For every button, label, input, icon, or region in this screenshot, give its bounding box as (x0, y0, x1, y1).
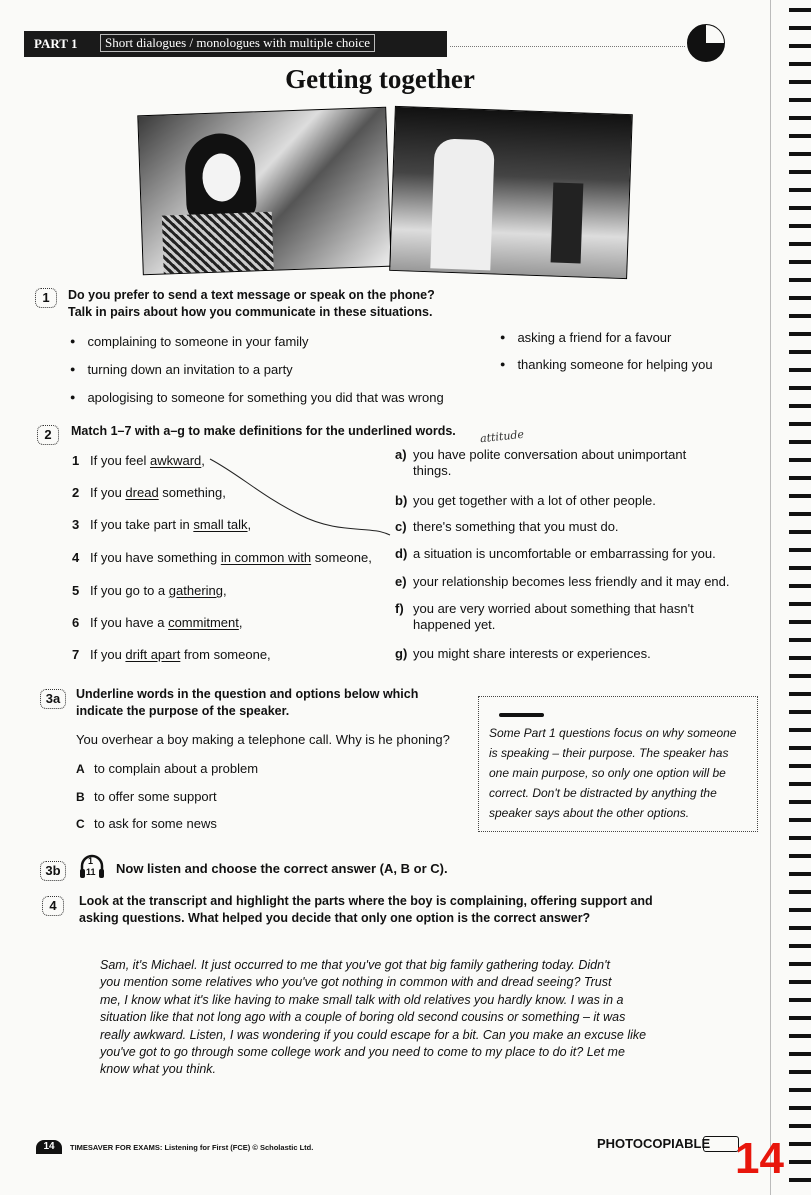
ex2-right-b-letter: b) (395, 493, 408, 508)
red-page-number: 14 (735, 1134, 784, 1183)
ex2-left-5-word: gathering (168, 583, 223, 598)
tip-line-5: speaker says about the other options. (489, 806, 690, 820)
ex2-right-f-letter: f) (395, 601, 404, 616)
ex2-left-5-pre: If you go to a (90, 583, 169, 598)
ex2-left-2-pre: If you (90, 485, 126, 500)
ex2-right-g-letter: g) (395, 646, 408, 661)
ex2-right-c (395, 519, 619, 535)
tip-line-3: one main purpose, so only one option will be (489, 766, 726, 780)
ex2-left-6-pre: If you have a (90, 615, 169, 630)
exercise-1-instruction (68, 287, 435, 321)
ex2-left-4 (72, 550, 372, 566)
exercise-2-instruction: Match 1–7 with a–g to make definitions for the underlined words. (71, 424, 456, 438)
ex2-right-b (395, 493, 656, 509)
ex2-right-g (395, 646, 651, 662)
transcript-line-2: you mention some relatives who you've got nothing in common with and dread seeing? Trust (100, 975, 612, 990)
tip-line-2: is speaking – their purpose. The speaker has (489, 746, 729, 760)
transcript-line-3: me, I know what it's like having to make small talk with old relatives you hardly know. I was in a (100, 992, 624, 1007)
exercise-3a-line2: indicate the purpose of the speaker. (76, 704, 290, 718)
transcript (100, 957, 646, 1079)
ex2-right-g-text: you might share interests or experiences. (413, 646, 651, 661)
tip-line-4: correct. Don't be distracted by anything the (489, 786, 717, 800)
track-number-top: 1 (88, 856, 94, 866)
option-a-text: to complain about a problem (94, 761, 259, 776)
transcript-line-4: situation like that not long ago with a couple of boring old second cousins or something – it was (100, 1010, 626, 1025)
tip-line-1: Some Part 1 questions focus on why someone (489, 726, 737, 740)
ex2-left-2-post: something, (158, 485, 226, 500)
ex2-right-f-text2: happened yet. (413, 617, 496, 632)
ex2-left-7 (72, 647, 271, 663)
ex2-left-3-word: small talk (193, 517, 248, 532)
exercise-4-line1: Look at the transcript and highlight the parts where the boy is complaining, offering support and (79, 894, 653, 908)
exercise-3a-question: You overhear a boy making a telephone call. Why is he phoning? (76, 732, 450, 747)
exercise-3a-instruction (76, 686, 418, 720)
ex2-left-6-num: 6 (72, 615, 80, 630)
option-b-text: to offer some support (94, 789, 217, 804)
ex2-left-3-num: 3 (72, 517, 80, 532)
ex2-right-d (395, 546, 716, 562)
ex2-left-5 (72, 583, 227, 599)
page-title: Getting together (285, 64, 475, 94)
ex2-right-c-letter: c) (395, 519, 407, 534)
exercise-4-instruction (79, 893, 653, 927)
transcript-line-7: know what you think. (100, 1062, 217, 1077)
spiral-binding (789, 0, 811, 1195)
tip-box (478, 696, 758, 832)
ex2-left-1-word: awkward (149, 453, 202, 468)
footer-publisher: TIMESAVER FOR EXAMS: Listening for First (FCE) © Scholastic Ltd. (70, 1143, 314, 1152)
footer-page-number: 14 (36, 1140, 62, 1154)
exercise-3a-number: 3a (40, 689, 66, 709)
ex1-bullet-right-2: ● thanking someone for helping you (500, 356, 713, 373)
ex2-left-2-num: 2 (72, 485, 80, 500)
option-a (76, 761, 258, 777)
transcript-line-6: you've got to go through some college work and you need to come to my place to do it? Let me (100, 1045, 625, 1060)
exercise-1-line2: Talk in pairs about how you communicate in these situations. (68, 305, 433, 319)
ex2-left-1-post: , (201, 453, 205, 468)
ex2-left-7-pre: If you (90, 647, 126, 662)
option-c-text: to ask for some news (94, 816, 217, 831)
ex2-left-1-num: 1 (72, 453, 80, 468)
exercise-3b-number: 3b (40, 861, 66, 881)
ex2-left-1-pre: If you feel (90, 453, 150, 468)
ex2-left-4-pre: If you have something (90, 550, 221, 565)
ex2-right-a-letter: a) (395, 447, 407, 462)
ex2-right-a-text1: you have polite conversation about unimportant (413, 447, 687, 462)
ex2-right-f (395, 601, 694, 633)
ex2-left-7-word: drift apart (125, 647, 181, 662)
ex2-right-b-text: you get together with a lot of other people. (413, 493, 656, 508)
ex2-left-5-post: , (223, 583, 227, 598)
transcript-line-1: Sam, it's Michael. It just occurred to me that you've got that big family gathering today. Didn't (100, 958, 610, 972)
ex2-right-f-text1: you are very worried about something that hasn't (413, 601, 694, 616)
exercise-1-line1: Do you prefer to send a text message or speak on the phone? (68, 288, 435, 302)
ex2-right-a-text2: things. (413, 463, 452, 478)
page-edge-line (770, 0, 771, 1195)
header-dotted-line (450, 46, 685, 47)
exercise-4-number: 4 (42, 896, 64, 916)
ex2-left-4-word: in common with (220, 550, 312, 565)
exercise-2-number: 2 (37, 425, 59, 445)
ex2-right-a (395, 447, 686, 479)
option-c (76, 816, 217, 832)
ex2-left-6-word: commitment (168, 615, 239, 630)
handwritten-note-attitude: attitude (479, 427, 525, 446)
photo-girl-on-phone (137, 107, 391, 276)
ex2-right-c-text: there's something that you must do. (413, 519, 619, 534)
ex2-left-5-num: 5 (72, 583, 80, 598)
ex1-bullet-right-1: ● asking a friend for a favour (500, 329, 671, 346)
ex1-bullet-left-2: ● turning down an invitation to a party (70, 361, 293, 378)
exercise-4-line2: asking questions. What helped you decide that only one option is the correct answer? (79, 911, 591, 925)
ex2-left-3-pre: If you take part in (90, 517, 194, 532)
ex2-left-2-word: dread (125, 485, 159, 500)
ex2-right-d-letter: d) (395, 546, 408, 561)
track-number-bottom: 11 (86, 867, 96, 877)
ex2-right-e (395, 574, 730, 590)
ex2-left-4-post: someone, (311, 550, 372, 565)
exercise-3b-instruction: Now listen and choose the correct answer (A, B or C). (116, 861, 448, 876)
ex2-right-e-text: your relationship becomes less friendly and it may end. (413, 574, 730, 589)
ex2-right-d-text: a situation is uncomfortable or embarrassing for you. (413, 546, 716, 561)
ex2-left-7-num: 7 (72, 647, 80, 662)
ex2-left-7-post: from someone, (180, 647, 271, 662)
exercise-3a-line1: Underline words in the question and options below which (76, 687, 419, 701)
ex1-bullet-left-3: ● apologising to someone for something you did that was wrong (70, 389, 444, 406)
ex2-left-3-post: , (247, 517, 252, 532)
option-b-letter: B (76, 790, 85, 804)
photo-people-gathering (389, 106, 633, 279)
ex2-left-1 (72, 453, 205, 469)
photocopier-icon (703, 1136, 739, 1152)
ex2-left-6-post: , (238, 615, 243, 630)
part-indicator-icon (687, 24, 725, 62)
option-c-letter: C (76, 817, 85, 831)
option-b (76, 789, 217, 805)
tip-text (489, 723, 736, 823)
handdrawn-match-line (200, 455, 400, 545)
ex2-left-4-num: 4 (72, 550, 80, 565)
photocopiable-label: PHOTOCOPIABLE (597, 1136, 711, 1151)
option-a-letter: A (76, 762, 85, 776)
ex2-right-e-letter: e) (395, 574, 407, 589)
ex2-left-6 (72, 615, 242, 631)
part-title: Short dialogues / monologues with multiple choice (100, 34, 375, 52)
part-label: PART 1 (34, 36, 78, 51)
exercise-1-number: 1 (35, 288, 57, 308)
ex1-bullet-left-1: ● complaining to someone in your family (70, 333, 309, 350)
transcript-line-5: really awkward. Listen, I was wondering if you could escape for a bit. Can you make an excuse like (100, 1027, 647, 1042)
